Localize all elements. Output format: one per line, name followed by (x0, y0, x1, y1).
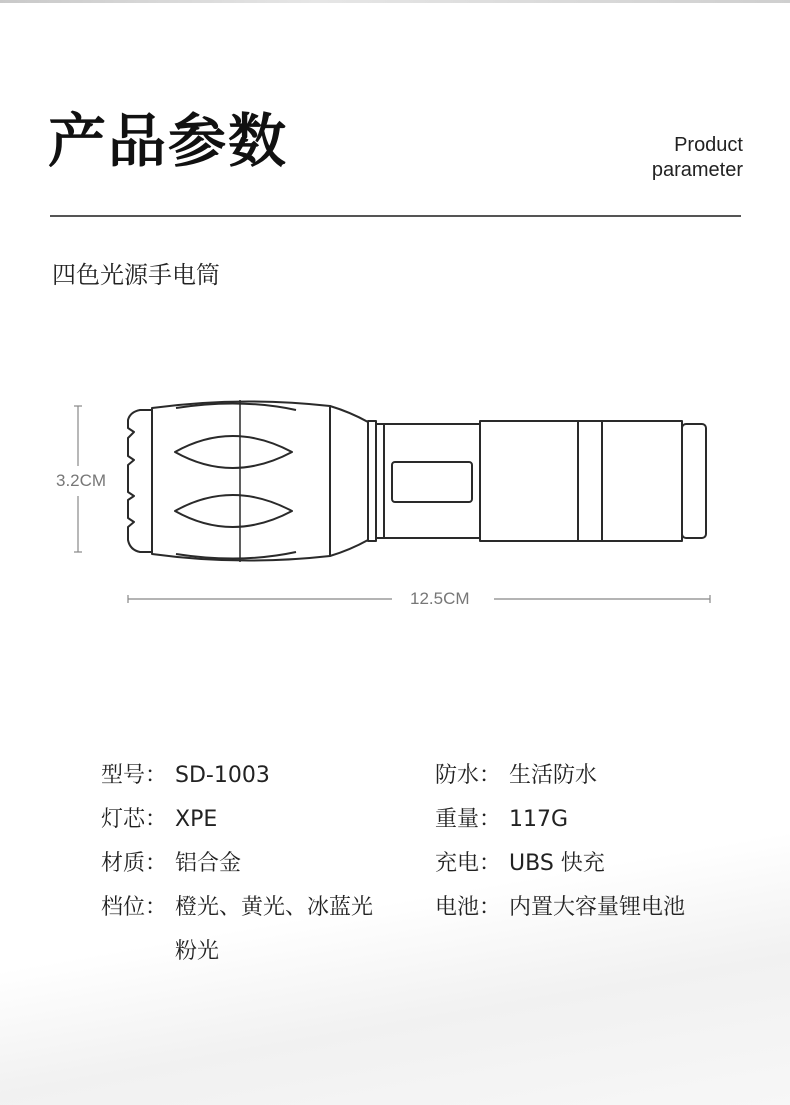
length-dimension-label: 12.5CM (410, 589, 470, 608)
spec-battery (435, 890, 685, 921)
subtitle-line-2: parameter (651, 159, 743, 181)
subtitle-line-1: Product (674, 134, 743, 156)
page-title: 产品参数 (48, 107, 289, 175)
spec-modes (101, 890, 374, 964)
spec-value: 生活防水 (509, 763, 598, 788)
top-decorative-rule (0, 0, 790, 3)
header-divider (50, 215, 741, 217)
spec-value: SD-1003 (175, 763, 270, 788)
product-name: 四色光源手电筒 (52, 261, 220, 289)
flashlight-drawing (0, 390, 790, 620)
spec-key: 电池： (435, 895, 502, 920)
spec-value: 铝合金 (175, 851, 242, 876)
spec-weight (435, 802, 568, 833)
spec-material (101, 846, 241, 877)
spec-key: 型号： (101, 763, 168, 788)
spec-waterproof (435, 758, 597, 789)
spec-key: 档位： (101, 895, 168, 920)
flashlight-figure (0, 390, 790, 620)
spec-value: 117G (509, 807, 569, 832)
spec-charging (435, 846, 605, 877)
page-subtitle-en (652, 133, 743, 183)
spec-key: 充电： (435, 851, 502, 876)
spec-led (101, 802, 217, 833)
spec-key: 灯芯： (101, 807, 168, 832)
spec-value: UBS 快充 (509, 851, 605, 876)
spec-key: 材质： (101, 851, 168, 876)
spec-value: XPE (175, 807, 218, 832)
spec-value-continued: 粉光 (175, 939, 220, 964)
spec-key: 防水： (435, 763, 502, 788)
height-dimension-label: 3.2CM (56, 471, 107, 490)
spec-value: 橙光、黄光、冰蓝光 (175, 895, 374, 920)
spec-model (101, 758, 270, 789)
spec-value: 内置大容量锂电池 (509, 895, 686, 920)
spec-key: 重量： (435, 807, 502, 832)
